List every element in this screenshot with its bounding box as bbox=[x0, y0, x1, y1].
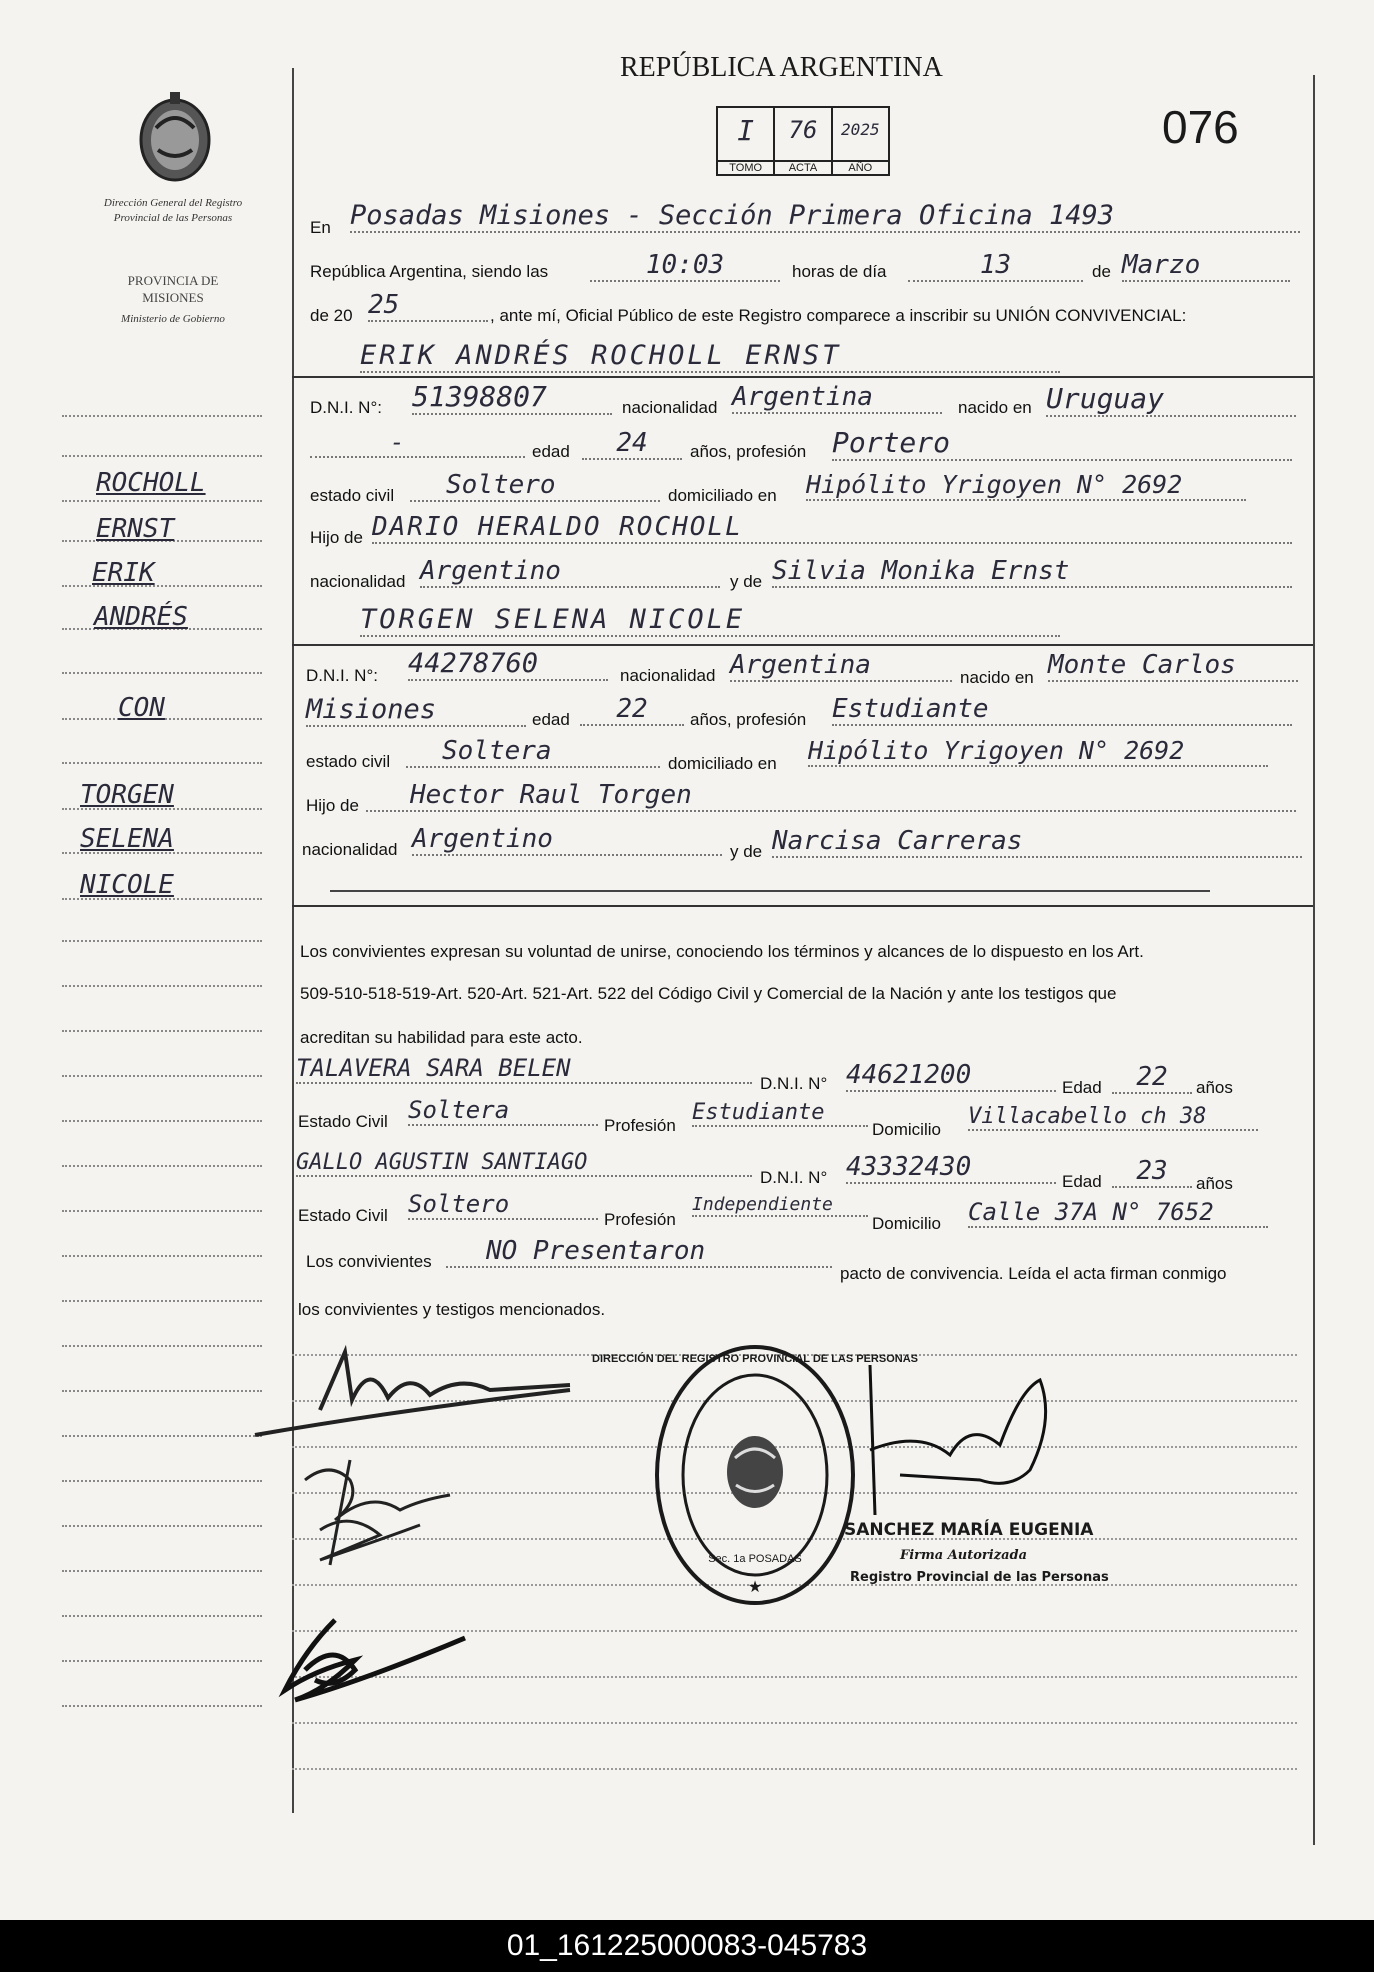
province-name: PROVINCIA DE MISIONES bbox=[127, 273, 219, 305]
ministry-name: Ministerio de Gobierno bbox=[121, 313, 225, 325]
person2-estado: Soltera bbox=[406, 736, 660, 768]
person1-nacionalidad: Argentina bbox=[732, 382, 942, 414]
person1-nacido-label: nacido en bbox=[958, 398, 1032, 417]
person2-nacido: Monte Carlos bbox=[1048, 650, 1298, 682]
person1-name: ERIK ANDRÉS ROCHOLL ERNST bbox=[360, 340, 1060, 373]
day-value: 13 bbox=[908, 250, 1083, 282]
person1-estado-label: estado civil bbox=[310, 486, 395, 505]
intro-line2-c: de bbox=[1092, 262, 1111, 281]
person1-domicilio: Hipólito Yrigoyen N° 2692 bbox=[806, 470, 1246, 501]
witness1-domicilio: Villacabello ch 38 bbox=[968, 1104, 1258, 1131]
document-title: REPÚBLICA ARGENTINA bbox=[620, 52, 943, 83]
witness2-anos-label: años bbox=[1196, 1174, 1233, 1193]
stamp-ring-text: DIRECCIÓN DEL REGISTRO PROVINCIAL DE LAS PERSONAS bbox=[592, 1353, 918, 1365]
person1-padre: DARIO HERALDO ROCHOLL bbox=[372, 512, 1292, 544]
person1-profesion: Portero bbox=[832, 426, 1292, 461]
margin-note: NICOLE bbox=[80, 870, 174, 900]
person2-padre: Hector Raul Torgen bbox=[366, 780, 1296, 812]
closing-line2: los convivientes y testigos mencionados. bbox=[298, 1300, 606, 1319]
person2-nacido-cont: Misiones bbox=[306, 694, 526, 727]
statement-line3: acreditan su habilidad para este acto. bbox=[300, 1028, 583, 1047]
year-value: 25 bbox=[368, 290, 488, 322]
witness1-anos-label: años bbox=[1196, 1078, 1233, 1097]
person2-profesion-label: años, profesión bbox=[690, 710, 807, 729]
person2-hijo-label: Hijo de bbox=[306, 796, 359, 815]
registry-stamp-seal bbox=[592, 1340, 918, 1610]
anio-value: 2025 bbox=[841, 120, 880, 139]
witness2-dni-label: D.N.I. N° bbox=[760, 1168, 828, 1187]
witness1-edad: 22 bbox=[1112, 1062, 1192, 1094]
tomo-value: I bbox=[737, 114, 755, 147]
person2-dni: 44278760 bbox=[408, 648, 608, 681]
closing-label-b: pacto de convivencia. Leída el acta firman conmigo bbox=[840, 1264, 1227, 1283]
person2-edad: 22 bbox=[580, 694, 684, 726]
witness2-domicilio: Calle 37A N° 7652 bbox=[968, 1198, 1268, 1228]
svg-text:★: ★ bbox=[747, 1577, 763, 1596]
statement-line2: 509-510-518-519-Art. 520-Art. 521-Art. 522 del Código Civil y Comercial de la Nación y ante los testigos que bbox=[300, 984, 1117, 1003]
person1-nacido: Uruguay bbox=[1046, 382, 1296, 417]
witness2-estado-label: Estado Civil bbox=[298, 1206, 388, 1225]
witness1-profesion-label: Profesión bbox=[604, 1116, 676, 1135]
anio-label: AÑO bbox=[833, 160, 888, 174]
witness2-dni: 43332430 bbox=[846, 1152, 1056, 1184]
en-label: En bbox=[310, 218, 331, 237]
person2-domicilio-label: domiciliado en bbox=[668, 754, 777, 773]
witness2-domicilio-label: Domicilio bbox=[872, 1214, 941, 1233]
witness1-estado-label: Estado Civil bbox=[298, 1112, 388, 1131]
person1-padre-nacionalidad: Argentino bbox=[420, 556, 720, 588]
person1-edad-label: edad bbox=[532, 442, 570, 461]
acta-label: ACTA bbox=[775, 160, 830, 174]
official-signature bbox=[860, 1360, 1080, 1520]
intro-line3-a: de 20 bbox=[310, 306, 353, 325]
person1-padre-nacionalidad-label: nacionalidad bbox=[310, 572, 406, 591]
person2-nacionalidad-label: nacionalidad bbox=[620, 666, 716, 685]
time-value: 10:03 bbox=[590, 250, 780, 282]
official-office: Registro Provincial de las Personas bbox=[850, 1570, 1109, 1585]
month-value: Marzo bbox=[1122, 250, 1290, 282]
person2-name: TORGEN SELENA NICOLE bbox=[360, 604, 1060, 637]
margin-note: ERNST bbox=[96, 514, 175, 544]
person2-padre-nacionalidad: Argentino bbox=[412, 824, 722, 856]
person2-madre: Narcisa Carreras bbox=[772, 826, 1302, 858]
person2-nacionalidad: Argentina bbox=[730, 650, 952, 682]
witness1-profesion: Estudiante bbox=[692, 1100, 868, 1127]
margin-note: ROCHOLL bbox=[96, 468, 206, 498]
person2-estado-label: estado civil bbox=[306, 752, 391, 771]
witness1-dni-label: D.N.I. N° bbox=[760, 1074, 828, 1093]
person1-y-de-label: y de bbox=[730, 572, 763, 591]
provincial-coat-of-arms-icon bbox=[134, 88, 216, 184]
official-name: SANCHEZ MARÍA EUGENIA bbox=[844, 1520, 1094, 1540]
person1-dni-label: D.N.I. N°: bbox=[310, 398, 382, 417]
margin-note: CON bbox=[118, 693, 165, 723]
place-value: Posadas Misiones - Sección Primera Oficina 1493 bbox=[350, 200, 1300, 233]
person1-madre: Silvia Monika Ernst bbox=[772, 556, 1292, 588]
person2-profesion: Estudiante bbox=[832, 694, 1292, 726]
intro-line2-a: República Argentina, siendo las bbox=[310, 262, 549, 281]
acta-number: 076 bbox=[1162, 101, 1239, 153]
witness2-profesion-label: Profesión bbox=[604, 1210, 676, 1229]
witness1-name: TALAVERA SARA BELEN bbox=[296, 1054, 752, 1084]
person2-y-de-label: y de bbox=[730, 842, 763, 861]
margin-note: ERIK bbox=[92, 558, 155, 588]
witness2-profesion: Independiente bbox=[692, 1194, 868, 1217]
margin-note: TORGEN bbox=[80, 780, 174, 810]
person1-edad: 24 bbox=[582, 428, 682, 460]
book-reference-box bbox=[716, 106, 890, 176]
person2-domicilio: Hipólito Yrigoyen N° 2692 bbox=[808, 736, 1268, 767]
person1-estado: Soltero bbox=[410, 470, 660, 502]
witness1-dni: 44621200 bbox=[846, 1060, 1056, 1092]
acta-value: 76 bbox=[788, 116, 818, 144]
margin-note: ANDRÉS bbox=[94, 602, 188, 632]
person1-dni: 51398807 bbox=[412, 380, 612, 415]
person1-nacionalidad-label: nacionalidad bbox=[622, 398, 718, 417]
margin-note: SELENA bbox=[80, 824, 174, 854]
document-footer-bar bbox=[0, 1920, 1374, 1972]
statement-line1: Los convivientes expresan su voluntad de unirse, conociendo los términos y alcances de lo dispuesto en los Art. bbox=[300, 942, 1144, 961]
witness2-name: GALLO AGUSTIN SANTIAGO bbox=[296, 1150, 752, 1177]
stamp-bottom-text: Sec. 1a POSADAS bbox=[708, 1553, 802, 1565]
intro-line2-b: horas de día bbox=[792, 262, 887, 281]
signature-2 bbox=[290, 1450, 470, 1570]
person1-nacido-cont: - bbox=[310, 428, 525, 458]
closing-label-a: Los convivientes bbox=[306, 1252, 432, 1271]
acta-cell bbox=[775, 108, 832, 174]
person1-domicilio-label: domiciliado en bbox=[668, 486, 777, 505]
signature-3 bbox=[275, 1610, 475, 1710]
person2-padre-nacionalidad-label: nacionalidad bbox=[302, 840, 398, 859]
intro-line3-b: , ante mí, Oficial Público de este Registro comparece a inscribir su UNIÓN CONVIVENCIAL: bbox=[490, 306, 1187, 325]
person1-profesion-label: años, profesión bbox=[690, 442, 807, 461]
witness1-estado: Soltera bbox=[408, 1096, 598, 1126]
person1-hijo-label: Hijo de bbox=[310, 528, 363, 547]
document-id: 01_161225000083-045783 bbox=[506, 1929, 868, 1962]
agency-name: Dirección General del Registro Provincial de las Personas bbox=[103, 197, 243, 224]
person2-dni-label: D.N.I. N°: bbox=[306, 666, 378, 685]
signature-1 bbox=[250, 1340, 580, 1450]
witness1-domicilio-label: Domicilio bbox=[872, 1120, 941, 1139]
person2-edad-label: edad bbox=[532, 710, 570, 729]
witness2-estado: Soltero bbox=[408, 1190, 598, 1220]
witness1-edad-label: Edad bbox=[1062, 1078, 1102, 1097]
tomo-label: TOMO bbox=[718, 160, 773, 174]
anio-cell bbox=[833, 108, 888, 174]
witness2-edad-label: Edad bbox=[1062, 1172, 1102, 1191]
person2-nacido-label: nacido en bbox=[960, 668, 1034, 687]
witness2-edad: 23 bbox=[1112, 1156, 1192, 1188]
official-role: Firma Autorizada bbox=[900, 1548, 1028, 1563]
tomo-cell bbox=[718, 108, 775, 174]
pacto-value: NO Presentaron bbox=[446, 1236, 832, 1268]
